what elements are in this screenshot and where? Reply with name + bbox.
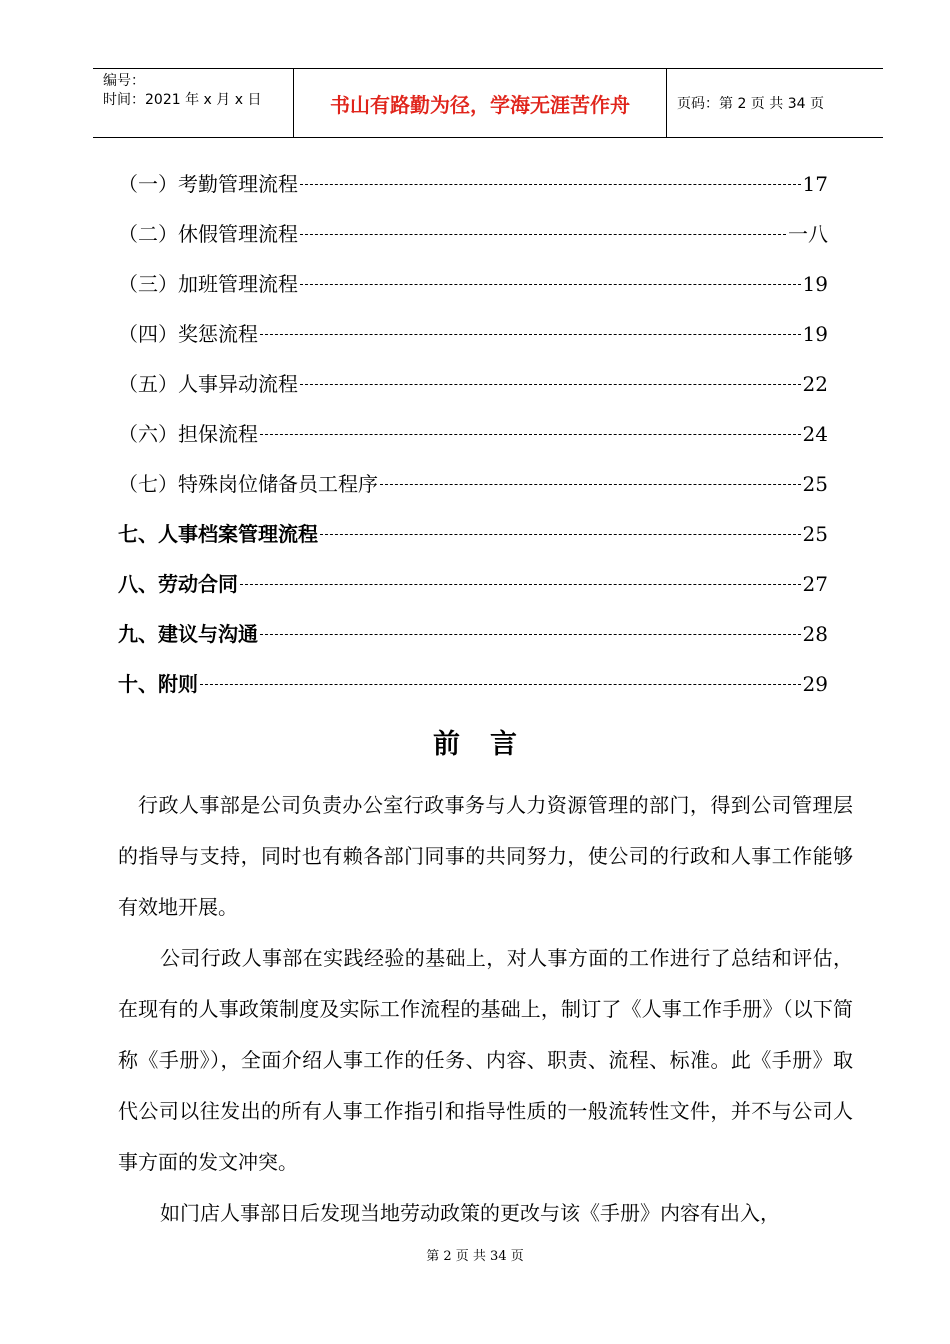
toc-leader-dashes (320, 534, 801, 535)
toc-leader-dashes (260, 634, 801, 635)
toc-entry[interactable] (118, 618, 828, 668)
toc-entry[interactable] (118, 218, 828, 268)
toc-entry-page: 19 (802, 272, 828, 296)
toc-entry-page: 17 (802, 172, 828, 196)
document-time-label: 时间：2021 年 x 月 x 日 (103, 92, 262, 108)
toc-entry[interactable] (118, 518, 828, 568)
toc-entry-page: 19 (802, 322, 828, 346)
toc-entry[interactable] (118, 568, 828, 618)
toc-entry-label: 八、劳动合同 (118, 572, 238, 596)
toc-leader-dashes (260, 334, 801, 335)
toc-leader-dashes (240, 584, 801, 585)
toc-leader-dashes (300, 184, 801, 185)
toc-entry[interactable] (118, 368, 828, 418)
toc-entry-page: 29 (802, 672, 828, 696)
page-header (93, 68, 883, 138)
toc-entry-page: 一八 (788, 222, 828, 246)
toc-entry-label: （一）考勤管理流程 (118, 172, 298, 196)
toc-entry[interactable] (118, 168, 828, 218)
toc-entry-page: 28 (802, 622, 828, 646)
toc-entry-label: （五）人事异动流程 (118, 372, 298, 396)
toc-entry[interactable] (118, 668, 828, 718)
toc-entry-label: （七）特殊岗位储备员工程序 (118, 472, 378, 496)
toc-entry-label: （四）奖惩流程 (118, 322, 258, 346)
toc-leader-dashes (380, 484, 801, 485)
toc-entry-label: 九、建议与沟通 (118, 622, 258, 646)
toc-entry-label: （二）休假管理流程 (118, 222, 298, 246)
toc-entry[interactable] (118, 468, 828, 518)
toc-entry-label: （六）担保流程 (118, 422, 258, 446)
toc-entry[interactable] (118, 418, 828, 468)
toc-entry[interactable] (118, 318, 828, 368)
toc-entry[interactable] (118, 268, 828, 318)
toc-leader-dashes (300, 384, 801, 385)
toc-entry-label: 七、人事档案管理流程 (118, 522, 318, 546)
toc-entry-page: 25 (802, 522, 828, 546)
toc-leader-dashes (300, 234, 786, 235)
document-number-label: 编号： (103, 73, 145, 89)
preface-title: 前言 (433, 729, 547, 760)
preface-paragraph: 公司行政人事部在实践经验的基础上，对人事方面的工作进行了总结和评估，在现有的人事政策制度及实际工作流程的基础上，制订了《人事工作手册》（以下简称《手册》），全面介绍人事工作的任务、内容、职责、流程、标准。此《手册》取代公司以往发出的所有人事工作指引和指导性质的一般流转性文件，并不与公司人事方面的发文冲突。 (118, 946, 853, 1174)
header-page-info: 页码：第 2 页 共 34 页 (677, 96, 824, 112)
header-motto: 书山有路勤为径，学海无涯苦作舟 (294, 69, 667, 137)
toc-leader-dashes (300, 284, 801, 285)
header-meta-cell (93, 69, 294, 137)
preface-paragraph: 如门店人事部日后发现当地劳动政策的更改与该《手册》内容有出入， (160, 1201, 780, 1225)
toc-entry-page: 22 (802, 372, 828, 396)
toc-entry-page: 27 (802, 572, 828, 596)
toc-entry-page: 24 (802, 422, 828, 446)
toc-entry-page: 25 (802, 472, 828, 496)
preface-paragraph: 行政人事部是公司负责办公室行政事务与人力资源管理的部门，得到公司管理层的指导与支持，同时也有赖各部门同事的共同努力，使公司的行政和人事工作能够有效地开展。 (118, 793, 853, 919)
toc-entry-label: （三）加班管理流程 (118, 272, 298, 296)
page-footer: 第 2 页 共 34 页 (426, 1249, 524, 1264)
toc-entry-label: 十、附则 (118, 672, 198, 696)
toc-leader-dashes (260, 434, 801, 435)
preface-body (118, 780, 853, 1239)
toc-leader-dashes (200, 684, 801, 685)
table-of-contents (118, 168, 828, 718)
